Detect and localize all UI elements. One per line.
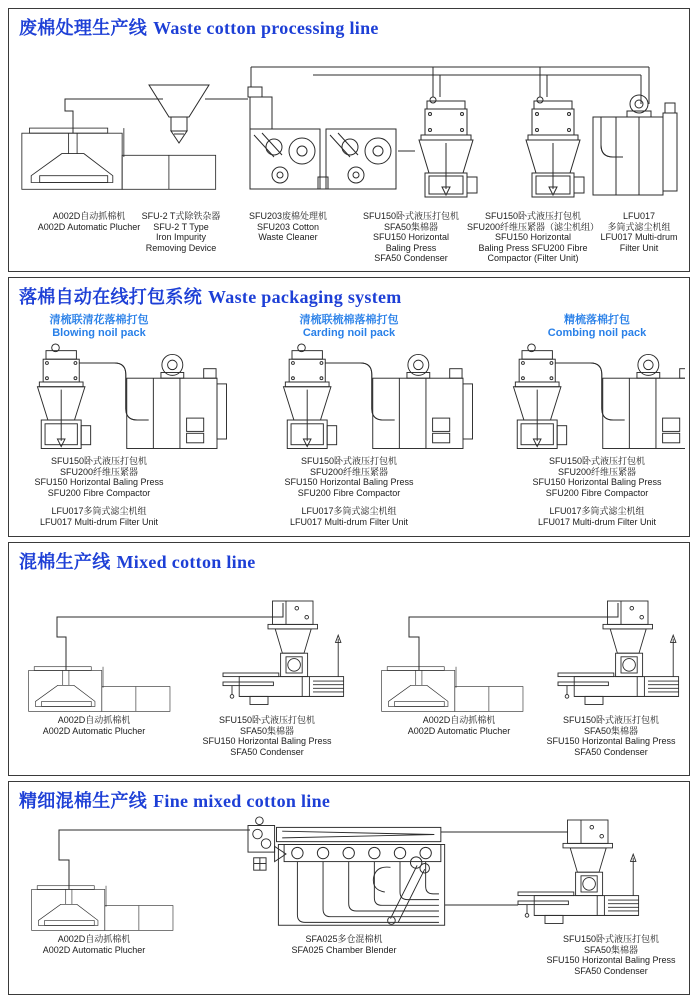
machine-label: SFU150卧式液压打包机 SFA50集棉器 SFU150 Horizontal Baling Press SFA50 Condenser bbox=[362, 211, 460, 263]
machine-label: SFU-2 T式除铁杂器 SFU-2 T Type Iron Impurity Removing Device bbox=[141, 211, 221, 253]
sfu203-waste-cleaner-drawing bbox=[248, 87, 396, 189]
machine-label: A002D自动抓棉机 A002D Automatic Plucher bbox=[42, 715, 146, 736]
machine-label: SFU150卧式液压打包机 SFU200纤维压紧器 SFU150 Horizontal Baling Press SFU200 Fibre Compactor bbox=[284, 456, 414, 498]
machine-label: SFU150卧式液压打包机 SFU200纤维压紧器（滤尘机组） SFU150 Horizontal Baling Press SFU200 Fibre Compactor (Filter Unit) bbox=[466, 211, 600, 263]
noil-pack-unit-drawing bbox=[283, 344, 472, 449]
section-title bbox=[19, 283, 402, 309]
section-title bbox=[19, 548, 256, 574]
fine-mixed-cotton-line-drawing bbox=[13, 812, 685, 937]
a002d-plucker-drawing bbox=[29, 667, 170, 712]
machine-label: SFU203废棉处理机 SFU203 Cotton Waste Cleaner bbox=[248, 211, 328, 242]
section-waste-cotton-processing bbox=[8, 8, 690, 272]
section-title-zh: 落棉自动在线打包系统 bbox=[19, 287, 202, 307]
section-mixed-cotton bbox=[8, 542, 690, 776]
section-title bbox=[19, 14, 379, 40]
section-title-en: Fine mixed cotton line bbox=[153, 791, 331, 811]
noil-pack-unit-drawing bbox=[37, 344, 226, 449]
machine-label: LFU017多筒式滤尘机组 LFU017 Multi-drum Filter Unit bbox=[39, 506, 159, 527]
machine-label: A002D自动抓棉机 A002D Automatic Plucher bbox=[37, 211, 141, 232]
sfu150-press-sfu200-drawing bbox=[526, 97, 584, 197]
a002d-plucker-drawing bbox=[32, 886, 173, 931]
a002d-plucker-drawing bbox=[22, 128, 216, 189]
sfu150-press-sfa50-drawing bbox=[518, 820, 639, 924]
sfa025-blender-drawing bbox=[248, 817, 445, 925]
section-fine-mixed-cotton bbox=[8, 781, 690, 995]
column-subtitle: 清梳联梳棉落棉打包 Carding noil pack bbox=[299, 314, 399, 339]
machine-label: LFU017多筒式滤尘机组 LFU017 Multi-drum Filter Unit bbox=[537, 506, 657, 527]
lfu017-filter-drawing bbox=[593, 95, 677, 195]
mixed-cotton-line-drawing bbox=[13, 579, 685, 714]
machine-label: LFU017 多筒式滤尘机组 LFU017 Multi-drum Filter Unit bbox=[600, 211, 678, 253]
sfu150-press-sfa50-drawing bbox=[419, 97, 477, 197]
section-title-en: Waste packaging system bbox=[208, 287, 402, 307]
machine-label: SFA025多仓混棉机 SFA025 Chamber Blender bbox=[291, 934, 397, 955]
section-title-zh: 精细混棉生产线 bbox=[19, 791, 148, 811]
section-title-zh: 废棉处理生产线 bbox=[19, 18, 148, 38]
column-subtitle: 清梳联清花落棉打包 Blowing noil pack bbox=[49, 314, 149, 339]
packaging-system-drawing bbox=[13, 342, 685, 452]
machine-label: SFU150卧式液压打包机 SFA50集棉器 SFU150 Horizontal Baling Press SFA50 Condenser bbox=[546, 715, 676, 757]
machine-label: SFU150卧式液压打包机 SFU200纤维压紧器 SFU150 Horizontal Baling Press SFU200 Fibre Compactor bbox=[532, 456, 662, 498]
machine-label: A002D自动抓棉机 A002D Automatic Plucher bbox=[407, 715, 511, 736]
waste-cotton-line-drawing bbox=[13, 55, 685, 207]
machine-label: LFU017多筒式滤尘机组 LFU017 Multi-drum Filter Unit bbox=[289, 506, 409, 527]
section-title-en: Mixed cotton line bbox=[116, 552, 256, 572]
a002d-plucker-drawing bbox=[382, 667, 523, 712]
machine-label: SFU150卧式液压打包机 SFA50集棉器 SFU150 Horizontal Baling Press SFA50 Condenser bbox=[546, 934, 676, 976]
machine-label: SFU150卧式液压打包机 SFA50集棉器 SFU150 Horizontal Baling Press SFA50 Condenser bbox=[202, 715, 332, 757]
column-subtitle: 精梳落棉打包 Combing noil pack bbox=[547, 314, 647, 339]
machine-label: SFU150卧式液压打包机 SFU200纤维压紧器 SFU150 Horizontal Baling Press SFU200 Fibre Compactor bbox=[34, 456, 164, 498]
noil-pack-unit-drawing bbox=[513, 344, 685, 449]
sfu2-iron-remover-drawing bbox=[149, 85, 209, 143]
section-title bbox=[19, 787, 330, 813]
machine-label: A002D自动抓棉机 A002D Automatic Plucher bbox=[42, 934, 146, 955]
section-waste-packaging bbox=[8, 277, 690, 537]
section-title-zh: 混棉生产线 bbox=[19, 552, 111, 572]
section-title-en: Waste cotton processing line bbox=[153, 18, 379, 38]
